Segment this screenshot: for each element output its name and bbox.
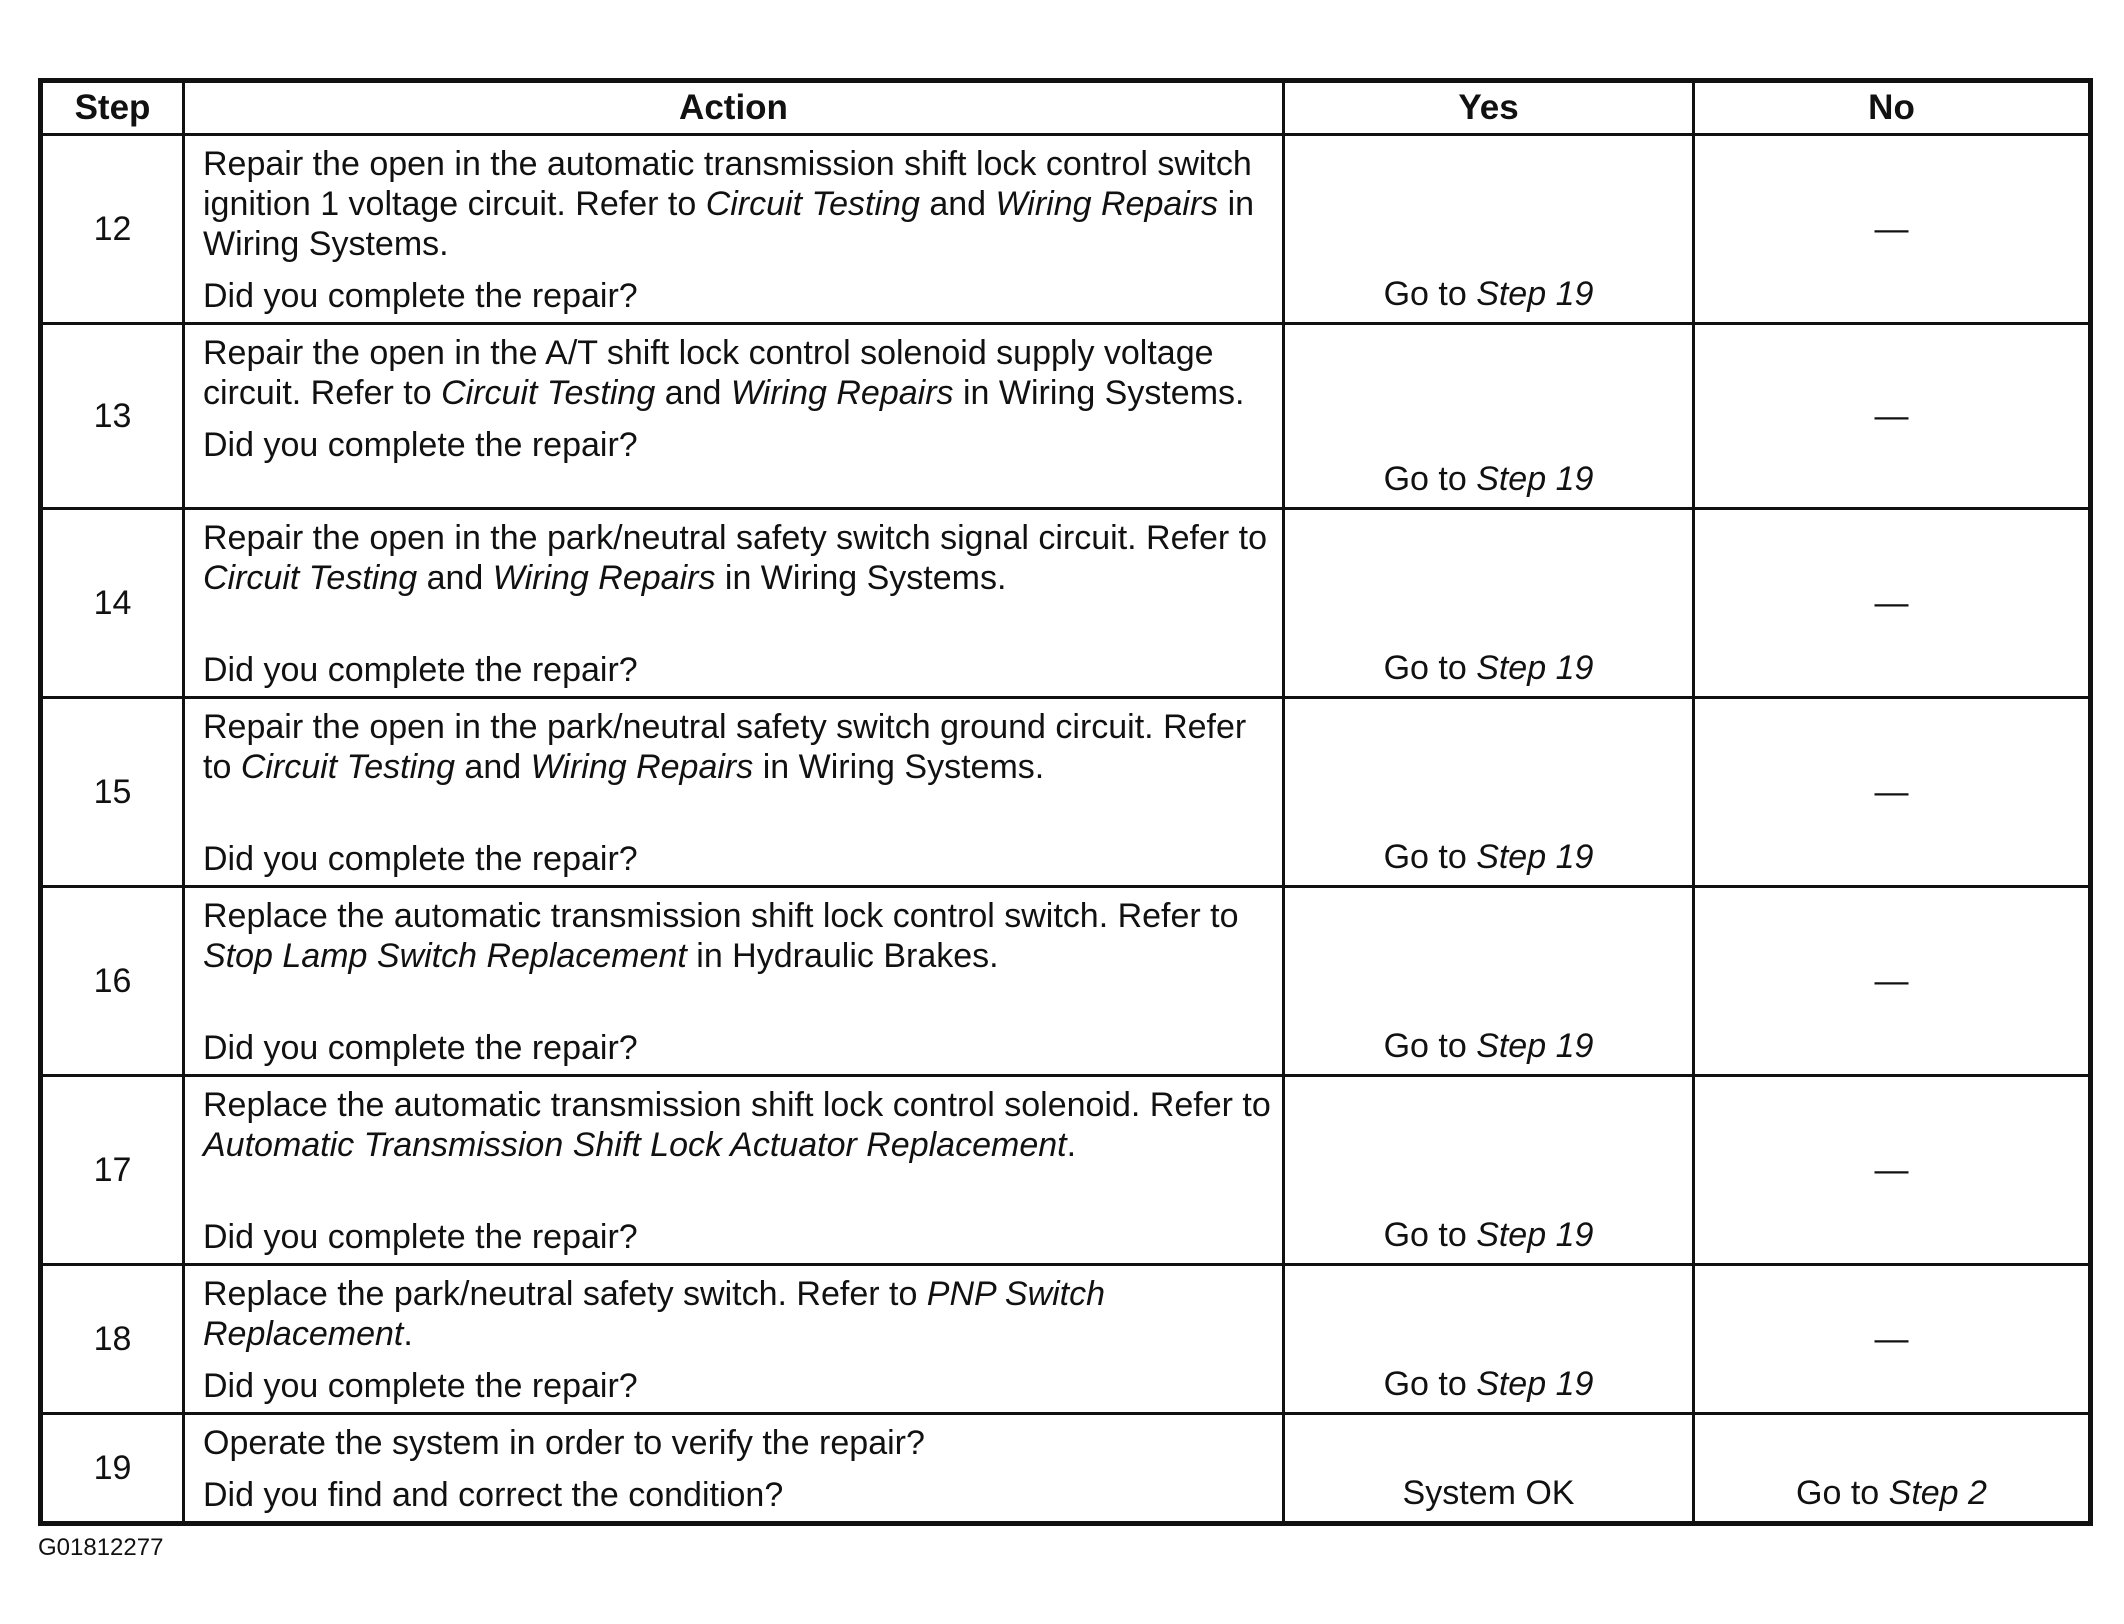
instruction-text: in Wiring Systems.: [203, 185, 1255, 263]
blank-line: [203, 787, 1272, 827]
step-reference: Step 19: [1476, 838, 1594, 876]
instruction-text: in Wiring Systems.: [953, 374, 1245, 412]
action-instruction: [203, 144, 1272, 264]
instruction-text: Replace the automatic transmission shift lock control solenoid. Refer to: [203, 1086, 1271, 1124]
table-row: [41, 1414, 2091, 1524]
dash-mark: —: [1874, 773, 1909, 811]
instruction-text: in Wiring Systems.: [753, 748, 1045, 786]
table-row: [41, 509, 2091, 698]
dash-mark: —: [1874, 1320, 1909, 1358]
instruction-text: Replace the automatic transmission shift lock control switch. Refer to: [203, 897, 1239, 935]
yes-result: [1284, 1265, 1694, 1414]
goto-text: Go to: [1383, 275, 1477, 313]
yes-outcome-text: System OK: [1402, 1474, 1575, 1512]
reference-title: Wiring Repairs: [730, 374, 954, 412]
table-row: [41, 698, 2091, 887]
instruction-text: and: [454, 748, 531, 786]
action-cell: [184, 698, 1284, 887]
action-instruction: [203, 333, 1272, 413]
diagnostic-table: [38, 78, 2093, 1526]
reference-title: Circuit Testing: [203, 559, 418, 597]
reference-title: Automatic Transmission Shift Lock Actuator Replacement: [203, 1126, 1067, 1164]
action-question: Did you complete the repair?: [203, 1029, 638, 1067]
step-number: 15: [41, 698, 184, 887]
header-action: Action: [184, 81, 1284, 135]
step-reference: Step 19: [1476, 1027, 1594, 1065]
dash-mark: —: [1874, 397, 1909, 435]
step-number: 12: [41, 135, 184, 324]
yes-result: [1284, 1076, 1694, 1265]
step-reference: Step 19: [1476, 275, 1594, 313]
step-number: 13: [41, 324, 184, 509]
instruction-text: and: [655, 374, 731, 412]
dash-mark: —: [1874, 1151, 1909, 1189]
yes-result: [1284, 887, 1694, 1076]
no-result: [1694, 324, 2091, 509]
instruction-text: and: [919, 185, 996, 223]
action-cell: [184, 1265, 1284, 1414]
action-question: Did you complete the repair?: [203, 277, 638, 315]
header-no: No: [1694, 81, 2091, 135]
action-cell: [184, 509, 1284, 698]
reference-title: Circuit Testing: [441, 374, 656, 412]
instruction-text: Repair the open in the park/neutral safety switch ground circuit. Refer to: [203, 708, 1247, 786]
instruction-text: and: [417, 559, 493, 597]
step-number: 16: [41, 887, 184, 1076]
no-result: [1694, 887, 2091, 1076]
blank-line: [203, 1165, 1272, 1205]
no-result: [1694, 135, 2091, 324]
no-result: [1694, 698, 2091, 887]
goto-text: Go to: [1383, 1216, 1477, 1254]
reference-title: Circuit Testing: [240, 748, 455, 786]
dash-mark: —: [1874, 584, 1909, 622]
step-number: 18: [41, 1265, 184, 1414]
action-cell: [184, 324, 1284, 509]
dash-mark: —: [1874, 210, 1909, 248]
goto-text: Go to: [1383, 1027, 1477, 1065]
action-question: Did you complete the repair?: [203, 426, 638, 464]
action-instruction: [203, 896, 1272, 976]
table-row: [41, 887, 2091, 1076]
step-number: 17: [41, 1076, 184, 1265]
action-question: Did you complete the repair?: [203, 1218, 638, 1256]
instruction-text: Operate the system in order to verify the repair?: [203, 1424, 925, 1462]
action-question: Did you complete the repair?: [203, 1367, 638, 1405]
reference-title: Wiring Repairs: [492, 559, 716, 597]
reference-title: Circuit Testing: [705, 185, 920, 223]
no-result: [1694, 1414, 2091, 1524]
no-result: [1694, 509, 2091, 698]
instruction-text: in Hydraulic Brakes.: [686, 937, 999, 975]
reference-title: Wiring Repairs: [995, 185, 1219, 223]
step-reference: Step 19: [1476, 1216, 1594, 1254]
action-instruction: [203, 1085, 1272, 1165]
goto-text: Go to: [1796, 1474, 1889, 1512]
action-instruction: [203, 518, 1272, 598]
dash-mark: —: [1874, 962, 1909, 1000]
action-question: Did you complete the repair?: [203, 651, 638, 689]
goto-text: Go to: [1383, 1365, 1477, 1403]
action-cell: [184, 135, 1284, 324]
step-reference: Step 19: [1476, 460, 1594, 498]
table-row: [41, 324, 2091, 509]
action-instruction: [203, 1423, 1272, 1463]
instruction-text: Repair the open in the automatic transmission shift lock control switch ignition 1 voltage circuit. Refer to: [203, 145, 1252, 223]
reference-title: Stop Lamp Switch Replacement: [203, 937, 687, 975]
goto-text: Go to: [1383, 460, 1477, 498]
action-cell: [184, 1414, 1284, 1524]
instruction-text: in Wiring Systems.: [715, 559, 1007, 597]
yes-result: [1284, 135, 1694, 324]
instruction-text: Repair the open in the A/T shift lock control solenoid supply voltage circuit. Refer to: [203, 334, 1214, 412]
instruction-text: Repair the open in the park/neutral safety switch signal circuit. Refer to: [203, 519, 1267, 557]
table-row: [41, 135, 2091, 324]
yes-result: [1284, 324, 1694, 509]
step-reference: Step 2: [1888, 1474, 1987, 1512]
no-result: [1694, 1076, 2091, 1265]
instruction-text: Replace the park/neutral safety switch. Refer to: [203, 1275, 927, 1313]
step-number: 14: [41, 509, 184, 698]
action-cell: [184, 887, 1284, 1076]
no-result: [1694, 1265, 2091, 1414]
goto-text: Go to: [1383, 649, 1477, 687]
reference-title: PNP Switch Replacement: [203, 1275, 1106, 1353]
blank-line: [203, 976, 1272, 1016]
figure-id: G01812277: [38, 1534, 164, 1561]
action-question: Did you complete the repair?: [203, 840, 638, 878]
action-instruction: [203, 1274, 1272, 1354]
instruction-text: .: [1066, 1126, 1077, 1164]
step-reference: Step 19: [1476, 1365, 1594, 1403]
yes-result: [1284, 509, 1694, 698]
instruction-text: .: [403, 1315, 413, 1353]
action-question: Did you find and correct the condition?: [203, 1476, 784, 1514]
blank-line: [203, 598, 1272, 638]
table-body: [41, 135, 2091, 1524]
reference-title: Wiring Repairs: [530, 748, 754, 786]
step-reference: Step 19: [1476, 649, 1594, 687]
yes-result: [1284, 698, 1694, 887]
yes-result: [1284, 1414, 1694, 1524]
step-number: 19: [41, 1414, 184, 1524]
action-instruction: [203, 707, 1272, 787]
header-step: Step: [41, 81, 184, 135]
table-row: [41, 1265, 2091, 1414]
header-row: [41, 81, 2091, 135]
header-yes: Yes: [1284, 81, 1694, 135]
action-cell: [184, 1076, 1284, 1265]
goto-text: Go to: [1383, 838, 1477, 876]
table-row: [41, 1076, 2091, 1265]
